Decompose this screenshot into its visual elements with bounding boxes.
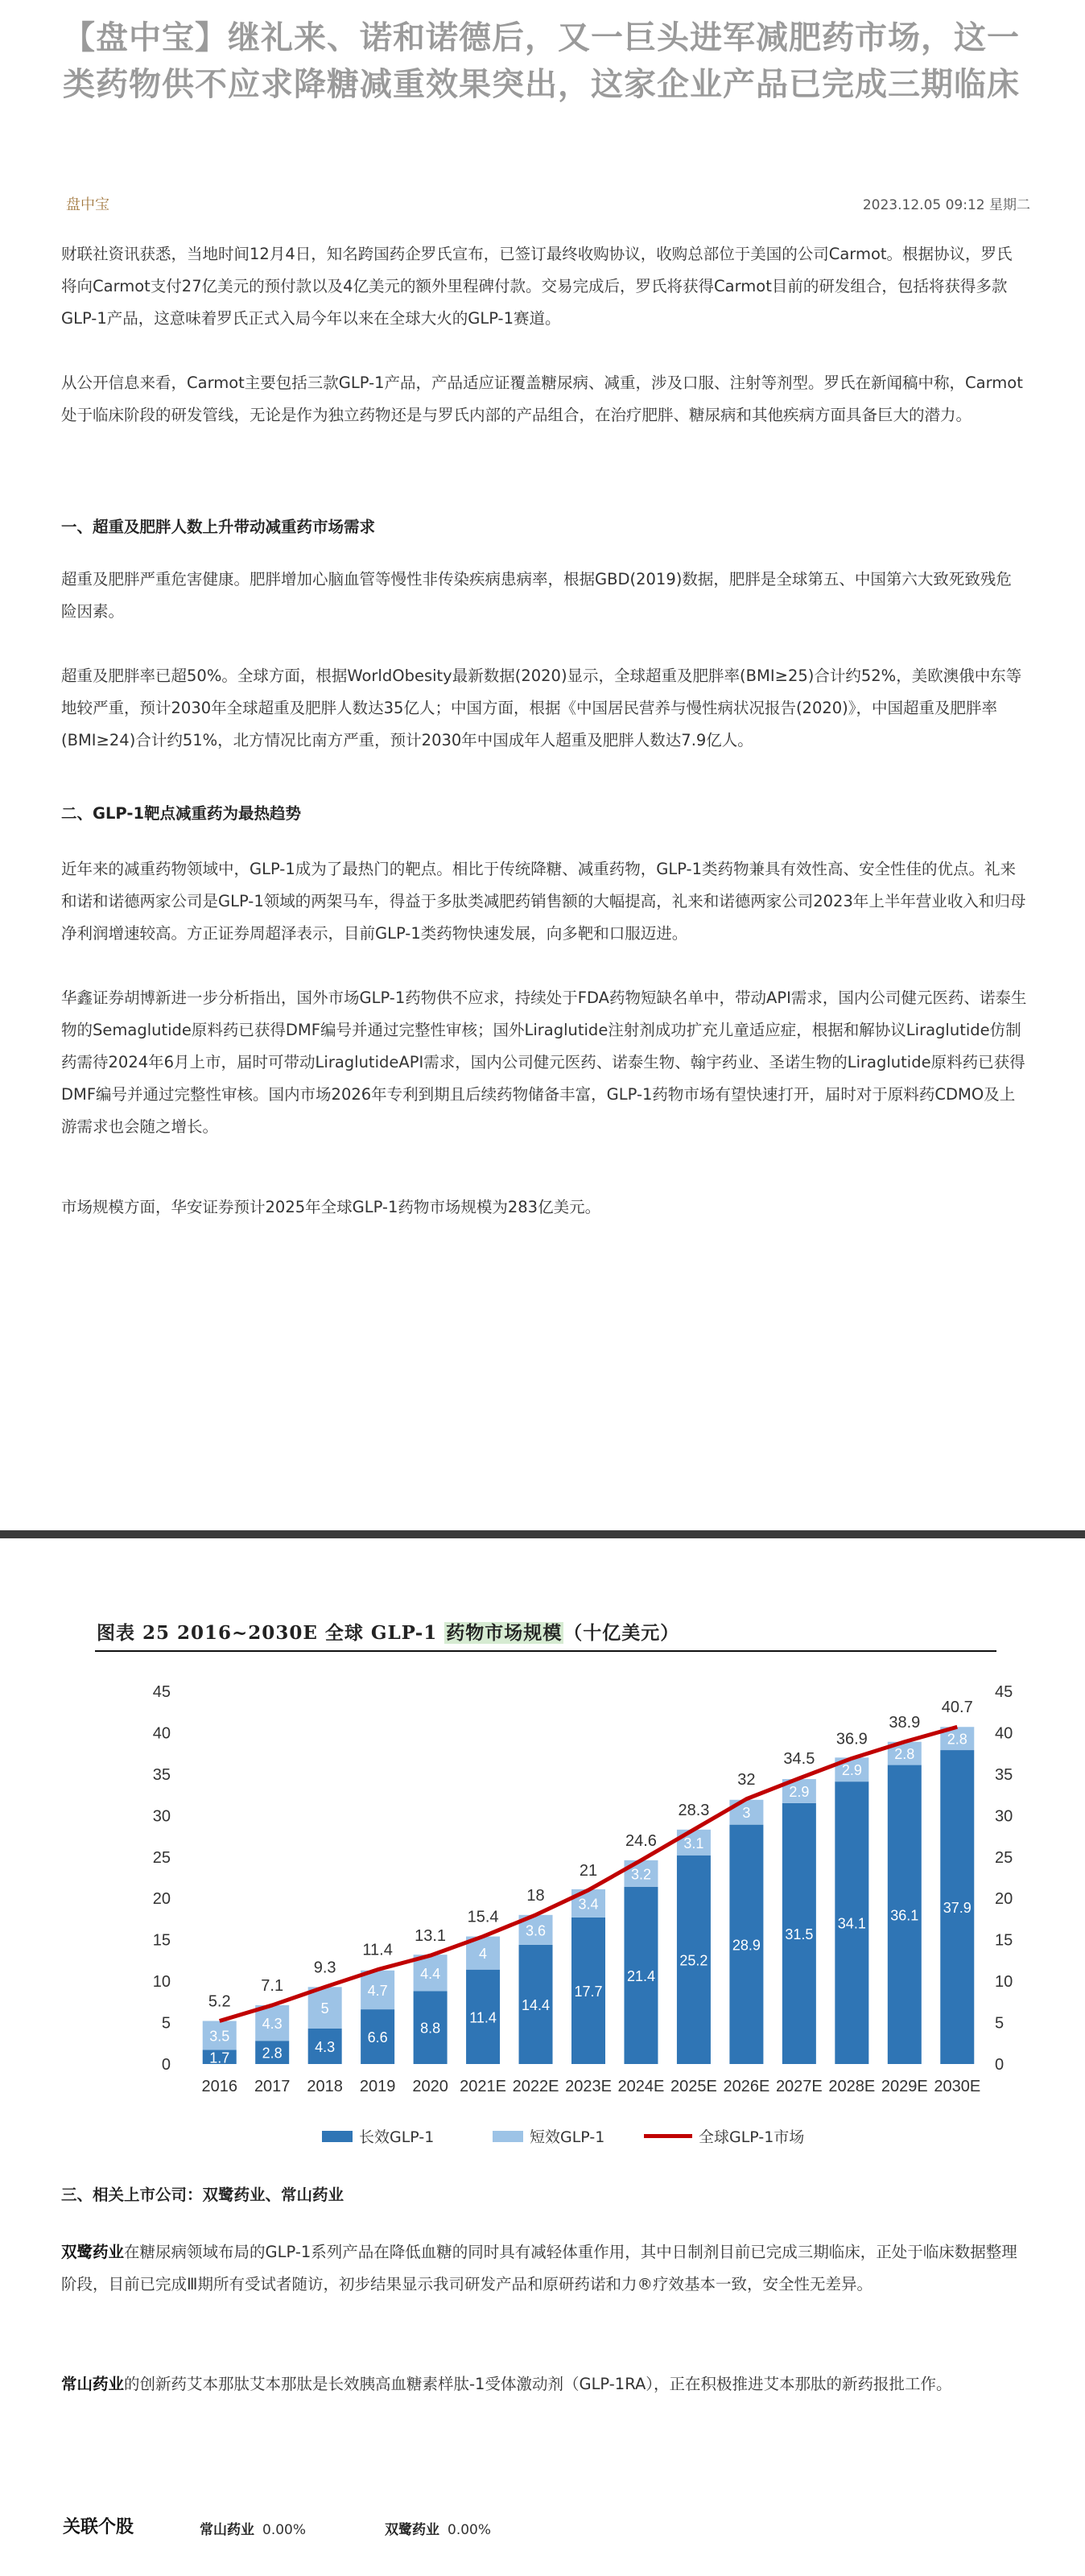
legend-label-short: 短效GLP-1 <box>530 2128 605 2146</box>
y-tick-label-right-9: 45 <box>995 1683 1013 1701</box>
section1-paragraph-2: 超重及肥胖率已超50%。全球方面，根据WorldObesity最新数据(2020)显示，全球超重及肥胖率(BMI≥25)合计约52%，美欧澳俄中东等地较严重，预计2030年全球超重及肥胖人数达35亿人；中国方面，根据《中国居民营养与慢性病状况报告(2020)》，中国超重及肥胖率(BMI≥24)合计约51%，北方情况比南方严重，预计2030年中国成年人超重及肥胖人数达7.9亿人。 <box>61 667 1022 749</box>
y-tick-label-right-1: 5 <box>995 2014 1005 2033</box>
figure-title-highlight: 药物市场规模 <box>446 1622 563 1644</box>
y-tick-label-right-6: 30 <box>995 1807 1013 1826</box>
x-tick-label-2027E: 2027E <box>775 2078 823 2095</box>
data-label-total-2020: 13.1 <box>415 1927 447 1946</box>
x-tick-label-2029E: 2029E <box>881 2078 928 2095</box>
stock-change-1: 0.00% <box>262 2522 307 2538</box>
y-tick-label-right-7: 35 <box>995 1765 1013 1784</box>
data-label-long-2027E: 31.5 <box>785 1926 814 1942</box>
x-tick-label-2020: 2020 <box>412 2078 448 2095</box>
y-tick-label-left-3: 15 <box>152 1931 171 1950</box>
data-label-long-2029E: 36.1 <box>890 1907 919 1924</box>
company-text-1: 在糖尿病领域布局的GLP-1系列产品在降低血糖的同时具有减轻体重作用，其中日制剂目前已完成三期临床，正处于临床数据整理阶段，目前已完成Ⅲ期所有受试者随访，初步结果显示我司研发产品和原研药诺和力®疗效基本一致，安全性无差异。 <box>61 2243 1017 2293</box>
data-label-long-2016: 1.7 <box>209 2050 230 2066</box>
data-label-total-2024E: 24.6 <box>625 1831 657 1850</box>
data-label-short-2028E: 2.9 <box>841 1762 862 1779</box>
legend-swatch-line <box>644 2134 692 2138</box>
data-label-short-2029E: 2.8 <box>894 1746 915 1763</box>
article-headline: 【盘中宝】继礼来、诺和诺德后，又一巨头进军减肥药市场，这一类药物供不应求降糖减重效果突出，这家企业产品已完成三期临床 <box>63 19 1020 103</box>
stock-name-2: 双鹭药业 <box>385 2522 439 2538</box>
y-tick-label-left-9: 45 <box>152 1683 171 1701</box>
data-label-long-2030E: 37.9 <box>943 1900 972 1917</box>
x-tick-label-2018: 2018 <box>307 2078 343 2095</box>
data-label-short-2025E: 3.1 <box>683 1835 704 1852</box>
figure-title <box>97 1618 679 1645</box>
section1-heading: 一、超重及肥胖人数上升带动减重药市场需求 <box>61 518 376 536</box>
y-tick-label-right-2: 10 <box>995 1973 1013 1992</box>
data-label-total-2027E: 34.5 <box>783 1750 815 1769</box>
legend-item-long <box>322 2125 434 2147</box>
stock-change-2: 0.00% <box>448 2522 492 2538</box>
data-label-short-2021E: 4 <box>479 1946 488 1963</box>
y-tick-label-right-0: 0 <box>995 2056 1005 2074</box>
data-label-total-2025E: 28.3 <box>678 1801 710 1819</box>
data-label-long-2023E: 17.7 <box>574 1983 603 2000</box>
data-label-total-2023E: 21 <box>579 1861 598 1880</box>
data-label-short-2017: 4.3 <box>262 2016 283 2033</box>
data-label-short-2022E: 3.6 <box>526 1922 547 1939</box>
data-label-short-2027E: 2.9 <box>789 1783 810 1800</box>
y-tick-label-left-4: 20 <box>152 1890 171 1909</box>
data-label-total-2029E: 38.9 <box>889 1713 921 1732</box>
company-name-2[interactable]: 常山药业 <box>61 2375 125 2393</box>
x-tick-label-2030E: 2030E <box>934 2078 981 2095</box>
data-label-long-2018: 4.3 <box>315 2038 336 2055</box>
article-source[interactable]: 盘中宝 <box>66 196 109 213</box>
y-tick-label-left-0: 0 <box>161 2056 171 2074</box>
data-label-short-2016: 3.5 <box>209 2028 230 2045</box>
x-tick-label-2019: 2019 <box>359 2078 396 2095</box>
data-label-total-2017: 7.1 <box>261 1976 284 1995</box>
data-label-long-2019: 6.6 <box>367 2029 388 2046</box>
x-tick-label-2016: 2016 <box>201 2078 237 2095</box>
y-tick-label-right-4: 20 <box>995 1890 1013 1909</box>
y-tick-label-left-8: 40 <box>152 1724 171 1743</box>
x-tick-label-2017: 2017 <box>254 2078 291 2095</box>
x-tick-label-2022E: 2022E <box>512 2078 559 2095</box>
related-stocks-heading: 关联个股 <box>63 2517 134 2537</box>
data-label-total-2026E: 32 <box>737 1770 756 1789</box>
data-label-long-2022E: 14.4 <box>522 1996 551 2013</box>
data-label-total-2019: 11.4 <box>362 1941 393 1959</box>
data-label-total-2016: 5.2 <box>208 1992 231 2011</box>
data-label-short-2024E: 3.2 <box>630 1866 651 1883</box>
related-stock-1[interactable] <box>200 2518 306 2538</box>
y-tick-label-right-8: 40 <box>995 1724 1013 1743</box>
data-label-short-2019: 4.7 <box>367 1982 388 1999</box>
data-label-total-2030E: 40.7 <box>941 1699 973 1717</box>
section2-heading: 二、GLP-1靶点减重药为最热趋势 <box>61 804 302 823</box>
y-tick-label-left-7: 35 <box>152 1765 171 1784</box>
data-label-short-2023E: 3.4 <box>578 1896 599 1913</box>
article-datetime: 2023.12.05 09:12 星期二 <box>862 197 1030 213</box>
data-label-short-2030E: 2.8 <box>947 1731 967 1748</box>
data-label-long-2021E: 11.4 <box>469 2009 497 2026</box>
y-tick-label-left-6: 30 <box>152 1807 171 1826</box>
figure-title-suffix: （十亿美元） <box>563 1622 680 1644</box>
data-label-long-2017: 2.8 <box>262 2045 283 2062</box>
section2-paragraph-2: 华鑫证券胡博新进一步分析指出，国外市场GLP-1药物供不应求，持续处于FDA药物短缺名单中，带动API需求，国内公司健元医药、诺泰生物的Semaglutide原料药已获得DMF编号并通过完整性审核；国外Liraglutide注射剂成功扩充儿童适应症，根据和解协议Liraglutide仿制药需待2024年6月上市，届时可带动LiraglutideAPI需求，国内公司健元医药、诺泰生物、翰宇药业、圣诺生物的Liraglutide原料药已获得DMF编号并通过完整性审核。国内市场2026年专利到期且后续药物储备丰富，GLP-1药物市场有望快速打开，届时对于原料药CDMO及上游需求也会随之增长。 <box>61 989 1027 1136</box>
related-stock-2[interactable] <box>385 2518 491 2538</box>
legend-swatch-long <box>322 2131 353 2142</box>
x-tick-label-2023E: 2023E <box>565 2078 612 2095</box>
legend-item-line <box>644 2125 804 2147</box>
section3-heading: 三、相关上市公司：双鹭药业、常山药业 <box>61 2186 344 2204</box>
data-label-short-2026E: 3 <box>742 1805 751 1822</box>
data-label-total-2021E: 15.4 <box>467 1908 499 1926</box>
company-paragraph-2 <box>61 2368 1027 2401</box>
legend-swatch-short <box>493 2131 523 2142</box>
paragraph-carmot: 从公开信息来看，Carmot主要包括三款GLP-1产品，产品适应证覆盖糖尿病、减重，涉及口服、注射等剂型。罗氏在新闻稿中称，Carmot处于临床阶段的研发管线，无论是作为独立药物还是与罗氏内部的产品组合，在治疗肥胖、糖尿病和其他疾病方面具备巨大的潜力。 <box>61 374 1023 424</box>
x-tick-label-2024E: 2024E <box>617 2078 665 2095</box>
x-tick-label-2021E: 2021E <box>460 2078 506 2095</box>
glp1-market-chart <box>0 1650 1085 2117</box>
x-tick-label-2026E: 2026E <box>723 2078 770 2095</box>
legend-label-long: 长效GLP-1 <box>359 2128 435 2146</box>
x-tick-label-2025E: 2025E <box>670 2078 717 2095</box>
legend-label-line: 全球GLP-1市场 <box>699 2128 805 2146</box>
company-name-1[interactable]: 双鹭药业 <box>61 2243 125 2261</box>
section1-paragraph-1: 超重及肥胖严重危害健康。肥胖增加心脑血管等慢性非传染疾病患病率，根据GBD(2019)数据，肥胖是全球第五、中国第六大致死致残危险因素。 <box>61 570 1012 621</box>
data-label-total-2028E: 36.9 <box>835 1730 868 1748</box>
stock-name-1: 常山药业 <box>200 2522 254 2538</box>
chart-legend <box>0 2125 1085 2154</box>
section2-paragraph-1: 近年来的减重药物领域中，GLP-1成为了最热门的靶点。相比于传统降糖、减重药物，GLP-1类药物兼具有效性高、安全性佳的优点。礼来和诺和诺德两家公司是GLP-1领域的两架马车，得益于多肽类减肥药销售额的大幅提高，礼来和诺德两家公司2023年上半年营业收入和归母净利润增速较高。方正证券周超泽表示，目前GLP-1类药物快速发展，向多靶和口服迈进。 <box>61 860 1026 943</box>
figure-title-prefix: 图表 25 2016~2030E 全球 GLP-1 <box>97 1622 445 1644</box>
data-label-long-2024E: 21.4 <box>626 1967 655 1984</box>
data-label-long-2028E: 34.1 <box>837 1915 866 1932</box>
y-tick-label-left-1: 5 <box>161 2014 171 2033</box>
screenshot-divider <box>0 1530 1085 1538</box>
y-tick-label-right-3: 15 <box>995 1931 1013 1950</box>
company-text-2: 的创新药艾本那肽艾本那肽是长效胰高血糖素样肽-1受体激动剂（GLP-1RA），正在积极推进艾本那肽的新药报批工作。 <box>124 2375 952 2393</box>
data-label-long-2026E: 28.9 <box>732 1937 761 1954</box>
data-label-total-2022E: 18 <box>526 1886 545 1905</box>
y-tick-label-left-2: 10 <box>152 1973 171 1992</box>
data-label-total-2018: 9.3 <box>313 1959 336 1977</box>
y-tick-label-right-5: 25 <box>995 1848 1013 1867</box>
data-label-short-2018: 5 <box>320 2000 329 2017</box>
data-label-long-2025E: 25.2 <box>679 1952 708 1969</box>
legend-item-short <box>493 2125 604 2147</box>
x-tick-label-2028E: 2028E <box>828 2078 876 2095</box>
paragraph-intro: 财联社资讯获悉，当地时间12月4日，知名跨国药企罗氏宣布，已签订最终收购协议，收购总部位于美国的公司Carmot。根据协议，罗氏将向Carmot支付27亿美元的预付款以及4亿美元的额外里程碑付款。交易完成后，罗氏将获得Carmot目前的研发组合，包括将获得多款GLP-1产品，这意味着罗氏正式入局今年以来在全球大火的GLP-1赛道。 <box>61 245 1013 328</box>
section2-paragraph-3: 市场规模方面，华安证券预计2025年全球GLP-1药物市场规模为283亿美元。 <box>61 1198 601 1216</box>
data-label-long-2020: 8.8 <box>420 2020 441 2037</box>
company-paragraph-1 <box>61 2236 1027 2301</box>
y-tick-label-left-5: 25 <box>152 1848 171 1867</box>
data-label-short-2020: 4.4 <box>420 1965 441 1982</box>
